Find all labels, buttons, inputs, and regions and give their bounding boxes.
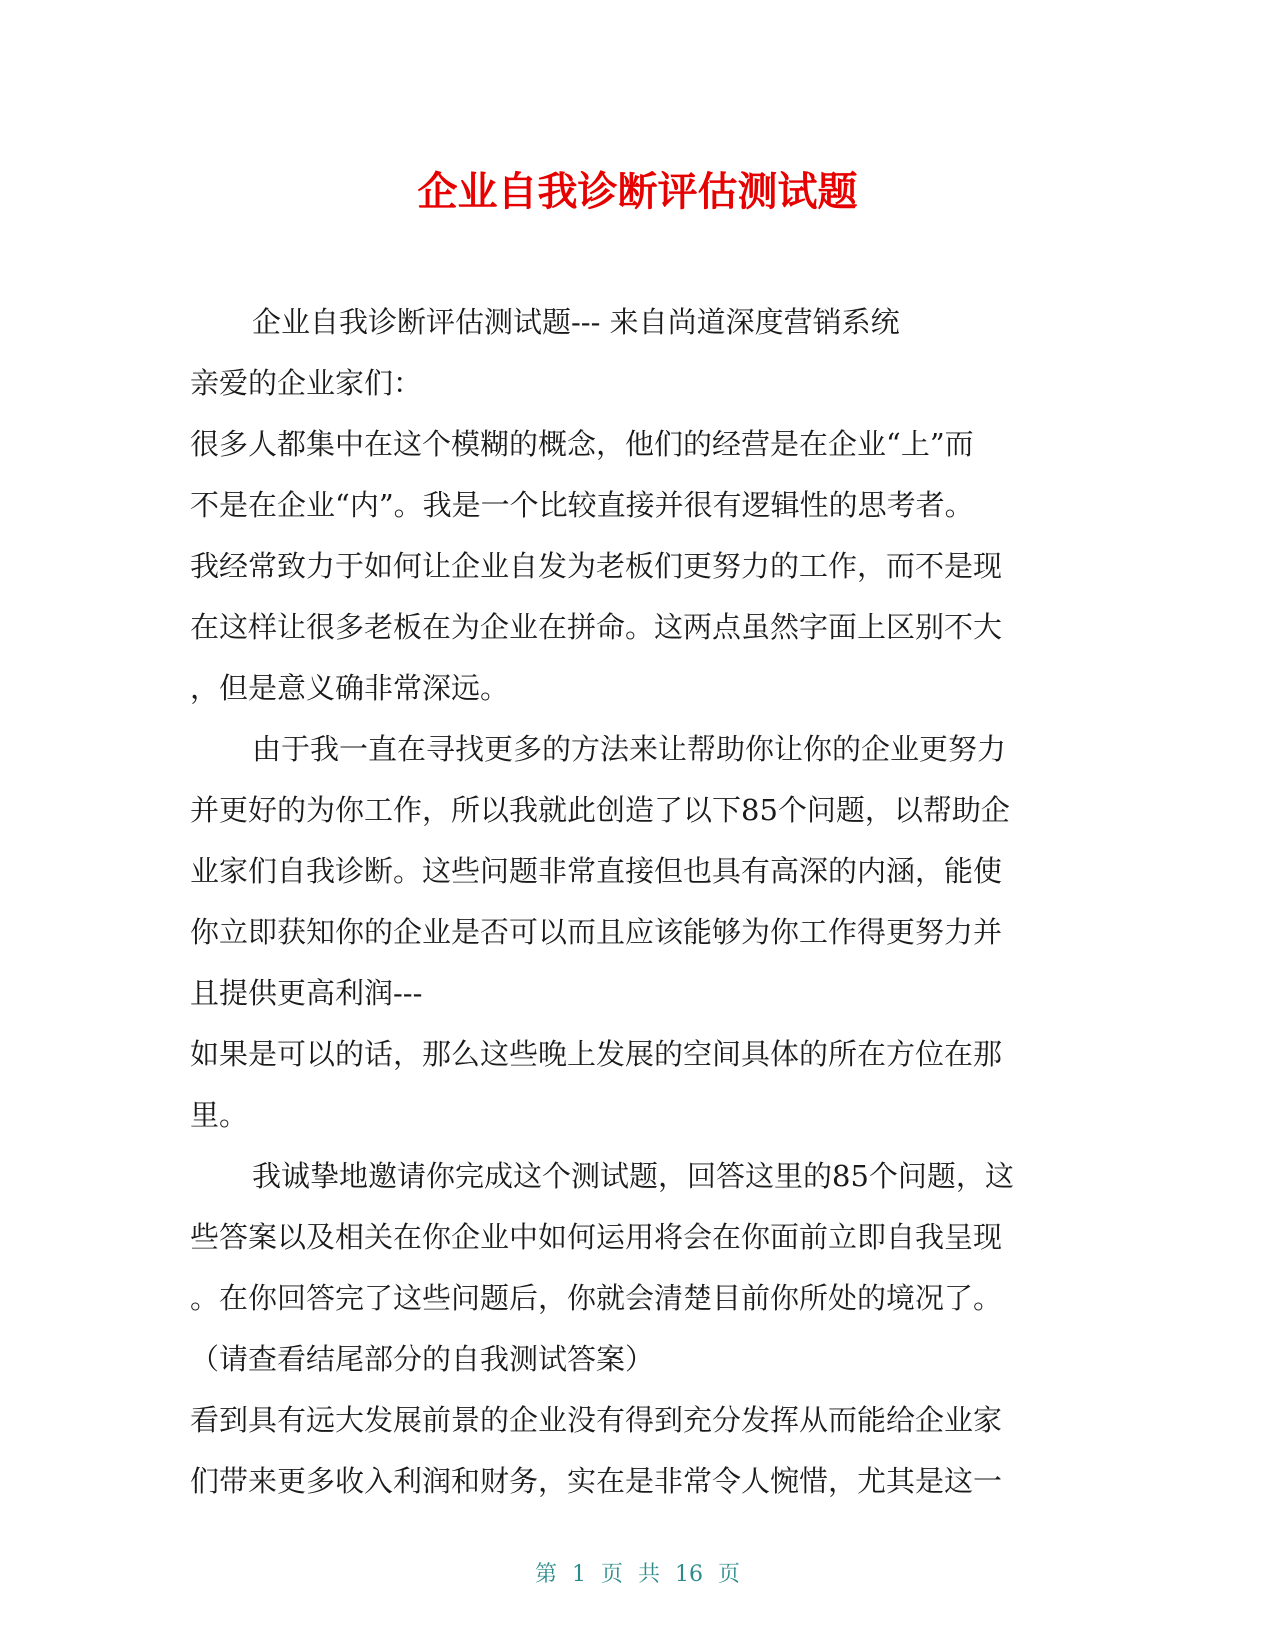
text-line: 业家们自我诊断。这些问题非常直接但也具有高深的内涵，能使 (190, 854, 1003, 888)
text-line: 你立即获知你的企业是否可以而且应该能够为你工作得更努力并 (190, 915, 1003, 949)
text-line: 里。 (190, 1098, 249, 1132)
text-line: 企业自我诊断评估测试题--- 来自尚道深度营销系统 (252, 305, 900, 339)
text-line: 如果是可以的话，那么这些晚上发展的空间具体的所在方位在那 (190, 1037, 1003, 1071)
text-line: 们带来更多收入利润和财务，实在是非常令人惋惜，尤其是这一 (190, 1464, 1003, 1498)
text-line: 在这样让很多老板在为企业在拼命。这两点虽然字面上区别不大 (190, 610, 1003, 644)
text-line: 很多人都集中在这个模糊的概念，他们的经营是在企业“上”而 (190, 427, 974, 461)
text-line: 我经常致力于如何让企业自发为老板们更努力的工作，而不是现 (190, 549, 1003, 583)
text-line: （请查看结尾部分的自我测试答案） (190, 1342, 655, 1376)
text-line: 亲爱的企业家们： (190, 366, 423, 400)
document-title: 企业自我诊断评估测试题 (417, 169, 858, 215)
document-body (190, 292, 1070, 1512)
text-line: 我诚挚地邀请你完成这个测试题，回答这里的85个问题，这 (252, 1159, 1014, 1193)
text-line: 由于我一直在寻找更多的方法来让帮助你让你的企业更努力 (252, 732, 1007, 766)
text-line: ，但是意义确非常深远。 (190, 671, 510, 705)
text-line: 。在你回答完了这些问题后，你就会清楚目前你所处的境况了。 (190, 1281, 1003, 1315)
text-line: 看到具有远大发展前景的企业没有得到充分发挥从而能给企业家 (190, 1403, 1003, 1437)
text-line: 并更好的为你工作，所以我就此创造了以下85个问题，以帮助企 (190, 793, 1010, 827)
text-line: 些答案以及相关在你企业中如何运用将会在你面前立即自我呈现 (190, 1220, 1003, 1254)
text-line: 不是在企业“内”。我是一个比较直接并很有逻辑性的思考者。 (190, 488, 974, 522)
page-number-footer: 第 1 页 共 16 页 (535, 1562, 740, 1587)
text-line: 且提供更高利润--- (190, 976, 423, 1010)
